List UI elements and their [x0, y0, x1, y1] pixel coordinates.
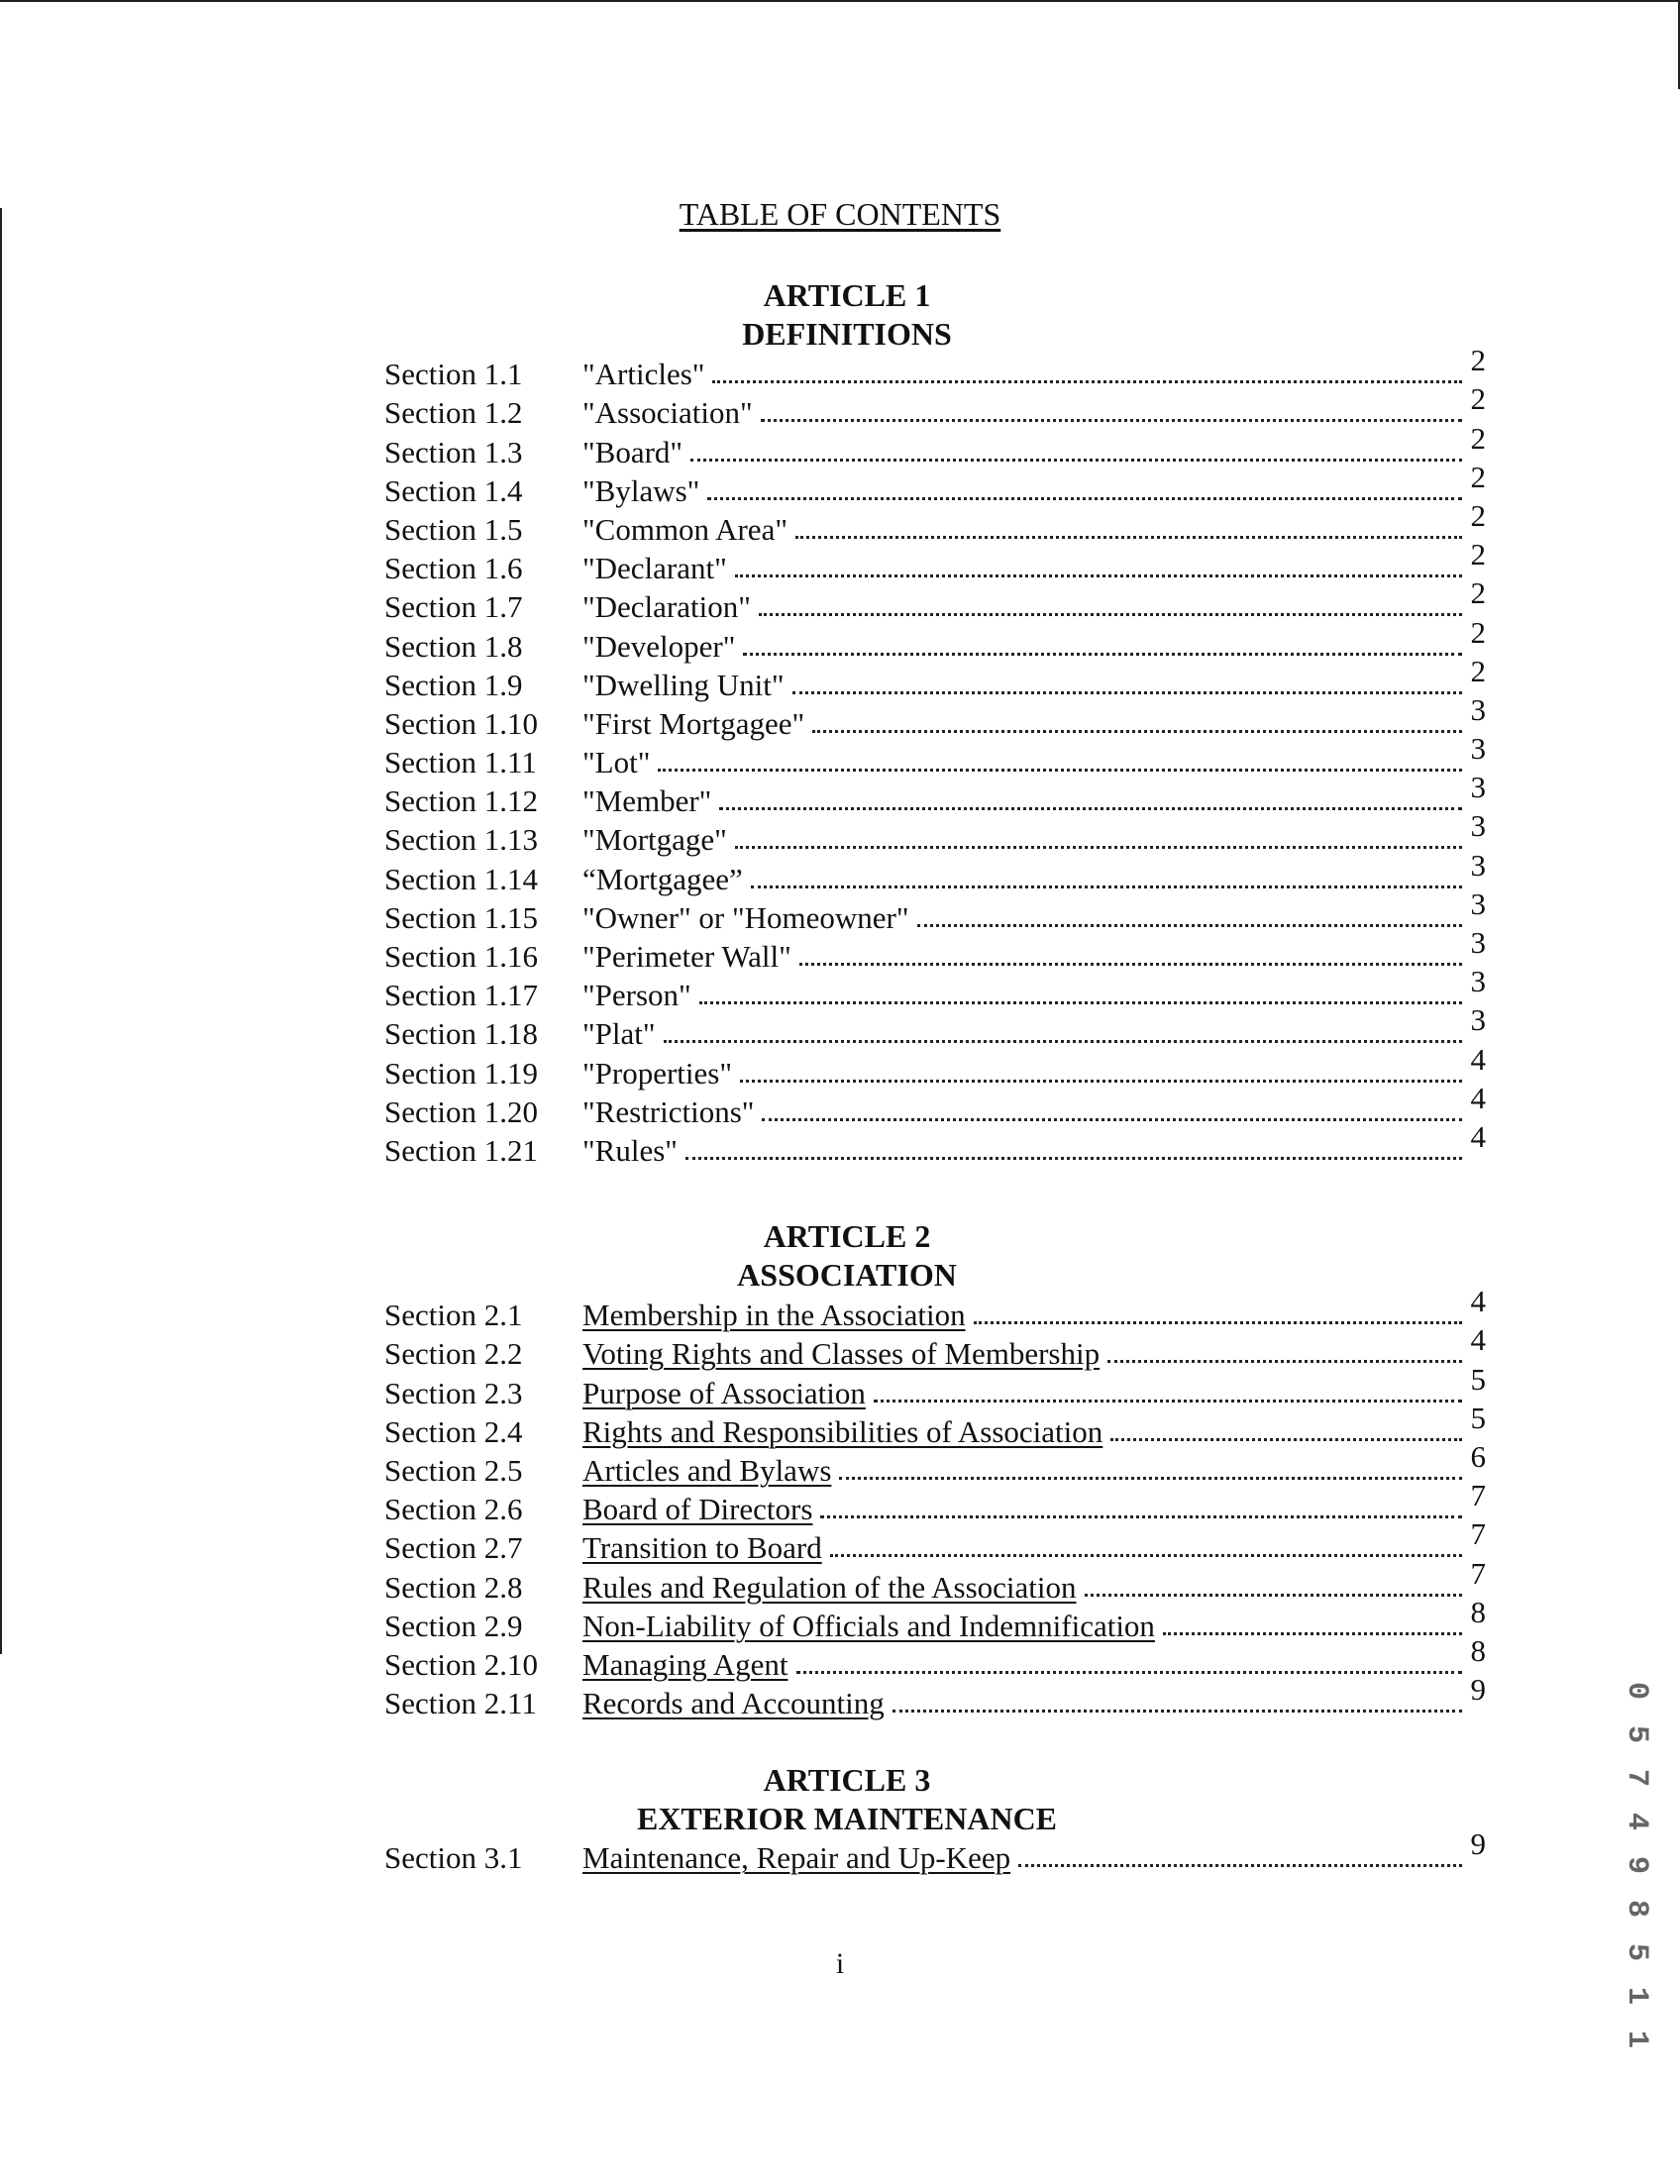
dot-leader	[735, 574, 1462, 577]
section-title: "Member"	[582, 783, 712, 819]
section-title: Non-Liability of Officials and Indemnification	[582, 1608, 1155, 1643]
page-reference: 2	[1470, 497, 1486, 533]
dot-leader	[812, 730, 1462, 733]
section-number: Section 2.4	[384, 1413, 523, 1449]
toc-entry[interactable]	[384, 1361, 1486, 1410]
section-number: Section 2.3	[384, 1375, 523, 1410]
page-reference: 9	[1470, 1826, 1486, 1862]
section-title: "Dwelling Unit"	[582, 667, 785, 702]
dot-leader	[712, 380, 1462, 383]
section-number: Section 1.5	[384, 511, 523, 547]
section-number: Section 1.11	[384, 745, 537, 780]
section-title: "Board"	[582, 434, 683, 469]
section-number: Section 2.11	[384, 1686, 537, 1721]
toc-entry[interactable]	[384, 925, 1486, 975]
section-number: Section 1.9	[384, 667, 523, 702]
stamp-number: 0 5 7 4 9 8 5 1 1	[1620, 1681, 1653, 2053]
toc-entry[interactable]	[384, 575, 1486, 625]
toc-entry[interactable]	[384, 1002, 1486, 1052]
section-title: "Plat"	[582, 1016, 656, 1052]
dot-leader	[874, 1400, 1462, 1403]
toc-entry[interactable]	[384, 1555, 1486, 1605]
section-title: "Perimeter Wall"	[582, 939, 791, 974]
section-title: Maintenance, Repair and Up-Keep	[582, 1840, 1011, 1876]
section-title: "Restrictions"	[582, 1093, 755, 1129]
page-reference: 3	[1470, 770, 1486, 805]
article-2-title: ASSOCIATION	[737, 1257, 957, 1293]
toc-entry[interactable]	[384, 1284, 1486, 1333]
section-title: Records and Accounting	[582, 1686, 885, 1721]
section-number: Section 1.15	[384, 899, 538, 935]
dot-leader	[1018, 1864, 1462, 1867]
page-reference: 3	[1470, 691, 1486, 727]
page-reference: 4	[1470, 1080, 1486, 1115]
toc-entry[interactable]	[384, 964, 1486, 1013]
dot-leader	[685, 1157, 1462, 1160]
article-3-title: EXTERIOR MAINTENANCE	[636, 1801, 1058, 1836]
section-number: Section 1.14	[384, 861, 538, 896]
document-stamp	[1617, 1550, 1656, 2184]
toc-entry[interactable]	[384, 459, 1486, 509]
page-reference: 2	[1470, 575, 1486, 611]
section-title: "Declaration"	[582, 589, 751, 625]
dot-leader	[917, 924, 1462, 927]
section-title: "Mortgage"	[582, 822, 727, 858]
dot-leader	[799, 963, 1462, 966]
page-reference: 3	[1470, 731, 1486, 767]
section-number: Section 1.19	[384, 1055, 538, 1091]
section-title: "Rules"	[582, 1132, 678, 1168]
toc-entry[interactable]	[384, 614, 1486, 664]
toc-entry[interactable]	[384, 847, 1486, 896]
section-number: Section 1.10	[384, 705, 538, 741]
dot-leader	[839, 1477, 1462, 1480]
page-reference: 3	[1470, 847, 1486, 883]
dot-leader	[751, 885, 1462, 888]
section-number: Section 1.2	[384, 395, 523, 431]
page-reference: 7	[1470, 1516, 1486, 1552]
section-number: Section 2.7	[384, 1530, 523, 1566]
page-reference: 2	[1470, 653, 1486, 688]
section-number: Section 1.20	[384, 1093, 538, 1129]
section-title: "Properties"	[582, 1055, 733, 1091]
section-title: Rights and Responsibilities of Association	[582, 1413, 1103, 1449]
dot-leader	[795, 536, 1462, 539]
dot-leader	[1107, 1360, 1462, 1363]
section-title: "Common Area"	[582, 511, 788, 547]
toc-entry[interactable]	[384, 537, 1486, 586]
page-reference: 4	[1470, 1118, 1486, 1154]
page-number: i	[835, 1947, 845, 1980]
section-number: Section 3.1	[384, 1840, 523, 1876]
section-title: Transition to Board	[582, 1530, 822, 1566]
toc-entry[interactable]	[384, 1826, 1486, 1876]
section-number: Section 1.13	[384, 822, 538, 858]
section-number: Section 1.12	[384, 783, 538, 819]
page-reference: 2	[1470, 459, 1486, 494]
article-2-label: ARTICLE 2	[763, 1218, 931, 1254]
dot-leader	[762, 1118, 1462, 1121]
dot-leader	[735, 846, 1462, 849]
toc-entry[interactable]	[384, 808, 1486, 858]
section-title: "Bylaws"	[582, 472, 700, 508]
article-3-section-list	[384, 1826, 1486, 1876]
page-reference: 7	[1470, 1555, 1486, 1591]
page-reference: 3	[1470, 885, 1486, 921]
dot-leader	[690, 459, 1462, 462]
article-1-heading	[0, 276, 1680, 354]
section-number: Section 1.8	[384, 628, 523, 664]
page-reference: 2	[1470, 343, 1486, 378]
section-title: Articles and Bylaws	[582, 1452, 832, 1488]
article-3-label: ARTICLE 3	[763, 1762, 931, 1798]
dot-leader	[707, 497, 1462, 500]
page-reference: 3	[1470, 1002, 1486, 1038]
article-2-heading	[0, 1217, 1680, 1295]
dot-leader	[796, 1671, 1463, 1674]
scan-edge-top	[0, 0, 1680, 2]
toc-entry[interactable]	[384, 1594, 1486, 1644]
dot-leader	[974, 1321, 1462, 1324]
page-reference: 3	[1470, 964, 1486, 999]
page-reference: 4	[1470, 1284, 1486, 1319]
toc-entry[interactable]	[384, 653, 1486, 703]
page-reference: 5	[1470, 1361, 1486, 1397]
toc-entry[interactable]	[384, 1438, 1486, 1489]
section-number: Section 2.10	[384, 1646, 538, 1682]
dot-leader	[761, 419, 1462, 422]
section-number: Section 2.1	[384, 1298, 523, 1333]
dot-leader	[892, 1710, 1462, 1713]
toc-entry[interactable]	[384, 1516, 1486, 1566]
section-number: Section 1.1	[384, 357, 523, 392]
section-title: "Owner" or "Homeowner"	[582, 899, 909, 935]
toc-entry[interactable]	[384, 691, 1486, 742]
toc-entry[interactable]	[384, 1322, 1486, 1372]
article-3-heading	[0, 1761, 1680, 1838]
page-reference: 4	[1470, 1322, 1486, 1358]
section-number: Section 1.16	[384, 939, 538, 974]
section-number: Section 2.8	[384, 1569, 523, 1605]
dot-leader	[1163, 1632, 1462, 1635]
toc-entry[interactable]	[384, 420, 1486, 469]
toc-entry[interactable]	[384, 1632, 1486, 1683]
toc-entry[interactable]	[384, 1041, 1486, 1091]
toc-entry[interactable]	[384, 1400, 1486, 1450]
section-title: "Developer"	[582, 628, 736, 664]
section-title: "Association"	[582, 395, 753, 431]
dot-leader	[830, 1554, 1462, 1557]
section-number: Section 1.6	[384, 551, 523, 586]
page-reference: 2	[1470, 614, 1486, 650]
section-number: Section 2.6	[384, 1492, 523, 1527]
page-reference: 2	[1470, 420, 1486, 456]
section-title: Voting Rights and Classes of Membership	[582, 1336, 1101, 1372]
toc-entry[interactable]	[384, 1672, 1486, 1721]
dot-leader	[658, 769, 1462, 772]
section-number: Section 1.21	[384, 1132, 538, 1168]
page-reference: 2	[1470, 381, 1486, 417]
section-title: "Articles"	[582, 357, 705, 392]
article-1-label: ARTICLE 1	[763, 277, 931, 313]
toc-entry[interactable]	[384, 1080, 1486, 1130]
dot-leader	[699, 1001, 1462, 1004]
dot-leader	[664, 1040, 1462, 1043]
page-reference: 4	[1470, 1041, 1486, 1077]
toc-entry[interactable]	[384, 770, 1486, 819]
section-title: "Declarant"	[582, 551, 727, 586]
page-reference: 6	[1470, 1438, 1486, 1474]
article-1-section-list	[384, 343, 1486, 1169]
toc-entry[interactable]	[384, 497, 1486, 548]
section-title: Purpose of Association	[582, 1375, 866, 1410]
toc-entry[interactable]	[384, 885, 1486, 936]
dot-leader	[792, 691, 1462, 694]
page-reference: 8	[1470, 1594, 1486, 1629]
page-reference: 3	[1470, 808, 1486, 844]
dot-leader	[1085, 1594, 1462, 1597]
page-reference: 2	[1470, 537, 1486, 572]
page-reference: 8	[1470, 1632, 1486, 1668]
scan-edge-left	[0, 208, 2, 1654]
article-2-section-list	[384, 1284, 1486, 1721]
toc-entry[interactable]	[384, 1478, 1486, 1527]
section-number: Section 1.18	[384, 1016, 538, 1052]
dot-leader	[1110, 1438, 1462, 1441]
section-title: Rules and Regulation of the Association	[582, 1569, 1077, 1605]
toc-entry[interactable]	[384, 1118, 1486, 1169]
dot-leader	[820, 1515, 1462, 1518]
section-title: Board of Directors	[582, 1492, 813, 1527]
dot-leader	[740, 1080, 1462, 1083]
page-reference: 9	[1470, 1672, 1486, 1708]
section-number: Section 1.3	[384, 434, 523, 469]
section-number: Section 2.5	[384, 1452, 523, 1488]
section-number: Section 2.2	[384, 1336, 523, 1372]
section-number: Section 2.9	[384, 1608, 523, 1643]
article-1-title: DEFINITIONS	[742, 316, 952, 352]
toc-entry[interactable]	[384, 381, 1486, 431]
section-number: Section 1.17	[384, 978, 538, 1013]
page-reference: 3	[1470, 925, 1486, 960]
toc-entry[interactable]	[384, 343, 1486, 392]
section-title: Membership in the Association	[582, 1298, 966, 1333]
section-title: Managing Agent	[582, 1646, 788, 1682]
section-title: “Mortgagee”	[582, 861, 743, 896]
page-reference: 5	[1470, 1400, 1486, 1435]
section-number: Section 1.4	[384, 472, 523, 508]
toc-entry[interactable]	[384, 731, 1486, 780]
section-title: "Lot"	[582, 745, 651, 780]
section-number: Section 1.7	[384, 589, 523, 625]
section-title: "First Mortgagee"	[582, 705, 805, 741]
dot-leader	[743, 653, 1462, 656]
toc-title: TABLE OF CONTENTS	[679, 196, 1001, 232]
page-reference: 7	[1470, 1478, 1486, 1513]
dot-leader	[759, 613, 1462, 616]
section-title: "Person"	[582, 978, 691, 1013]
dot-leader	[719, 807, 1462, 810]
